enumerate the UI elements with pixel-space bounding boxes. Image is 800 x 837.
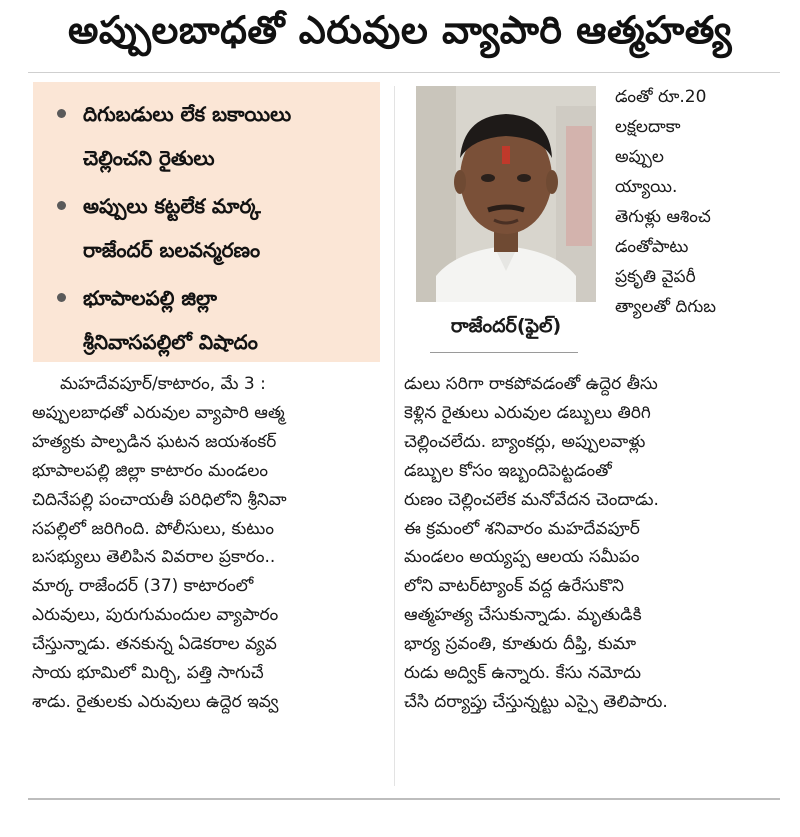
text-line: డబ్బుల కోసం ఇబ్బందిపెట్టడంతో [404,460,612,481]
caption-divider [430,352,578,353]
text-line: సపల్లిలో జరిగింది. పోలీసులు, కుటుం [32,518,274,539]
highlight-line: రాజేందర్ బలవన్మరణం [83,238,261,262]
highlight-item [33,184,380,272]
side-text-column [615,82,785,322]
text-line: డులు సరిగా రాకపోవడంతో ఉద్దెర తీసు [404,374,658,394]
bullet-icon [57,293,66,302]
text-line: హత్యకు పాల్పడిన ఘటన జయశంకర్ [32,431,277,452]
text-line: అప్పులబాధతో ఎరువుల వ్యాపారి ఆత్మ [32,402,285,423]
highlight-line: దిగుబడులు లేక బకాయిలు [83,102,292,126]
text-line: డంతోపాటు [615,237,689,257]
headline-divider [28,72,780,73]
text-line: భార్య స్రవంతి, కూతురు దీప్తి, కుమా [404,634,637,655]
text-line: చేస్తున్నాడు. తనకున్న ఏడెకరాల వ్యవ [32,634,277,655]
highlight-line: శ్రీనివాసపల్లిలో విషాదం [83,330,258,354]
footer-divider [28,798,780,800]
highlight-line: భూపాలపల్లి జిల్లా [83,286,217,310]
text-line: మండలం అయ్యప్ప ఆలయ సమీపం [404,547,640,568]
text-line: ఈ క్రమంలో శనివారం మహదేవపూర్ [404,518,640,539]
article-left-column [32,370,385,717]
text-line: చెల్లించలేదు. బ్యాంకర్లు, అప్పులవాళ్లు [404,431,646,452]
highlight-item [33,92,380,180]
text-line: రుడు అద్విక్ ఉన్నారు. కేసు నమోదు [404,663,641,684]
text-line: య్యాయి. [615,177,678,197]
text-line: డంతో రూ.20 [615,87,707,107]
text-line: బసభ్యులు తెలిపిన వివరాల ప్రకారం.. [32,547,276,568]
text-line: చిదినేపల్లి పంచాయతీ పరిధిలోని శ్రీనివా [32,489,287,510]
portrait-photo [416,86,596,302]
text-line: ఆత్మహత్య చేసుకున్నాడు. మృతుడికి [404,605,642,626]
bullet-icon [57,201,66,210]
highlight-line: అప్పులు కట్టలేక మార్క [83,194,261,218]
text-line: తెగుళ్లు ఆశించ [615,207,711,227]
text-line: ఎరువులు, పురుగుమందుల వ్యాపారం [32,605,279,626]
text-line: చేసి దర్యాప్తు చేస్తున్నట్టు ఎస్సై తెలిపారు. [404,691,668,712]
text-line: రుణం చెల్లించలేక మనోవేదన చెందాడు. [404,489,659,510]
photo-caption: రాజేందర్(ఫైల్) [450,315,562,337]
text-line: కెళ్లిన రైతులు ఎరువుల డబ్బులు తిరిగి [404,402,651,423]
bullet-icon [57,109,66,118]
text-line: లోని వాటర్‌ట్యాంక్ వద్ద ఉరేసుకొని [404,576,624,597]
highlights-box [33,82,380,362]
highlight-line: చెల్లించని రైతులు [83,146,215,170]
text-line: ప్రకృతి వైపరీ [615,267,696,287]
text-line: సాయ భూమిలో మిర్చి, పత్తి సాగుచే [32,663,264,684]
text-line: త్యాలతో దిగుబ [615,297,716,317]
highlight-item [33,276,380,364]
highlights-list [33,82,380,364]
text-line: శాడు. రైతులకు ఎరువులు ఉద్దెర ఇవ్వ [32,691,279,712]
headline: అప్పులబాధతో ఎరువుల వ్యాపారి ఆత్మహత్య [67,8,733,52]
text-line: భూపాలపల్లి జిల్లా కాటారం మండలం [32,460,269,481]
text-line: మార్క రాజేందర్ (37) కాటారంలో [32,576,254,597]
portrait-illustration [416,86,596,302]
dateline: మహదేవపూర్/కాటారం, మే 3 : [60,374,266,394]
article-right-column [404,370,774,717]
text-line: లక్షలదాకా [615,117,681,137]
column-divider [394,86,395,786]
text-line: అప్పుల [615,147,664,167]
